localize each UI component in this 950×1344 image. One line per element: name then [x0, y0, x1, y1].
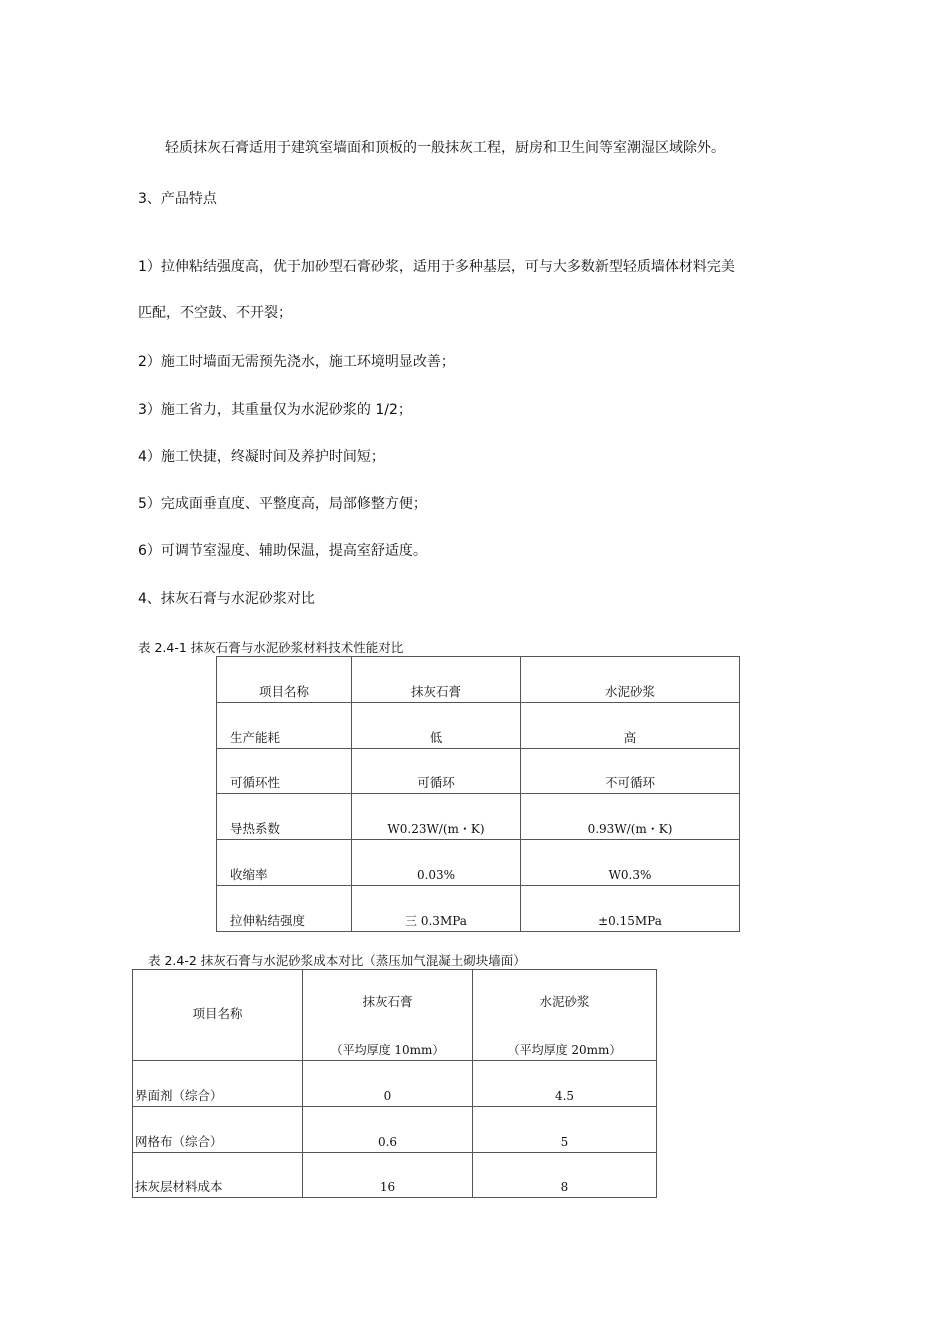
- table-cell-item: 收缩率: [217, 840, 352, 886]
- table-cell-plaster: [352, 886, 521, 932]
- table-2-header-mortar-thickness: （平均厚度 20mm）: [507, 1043, 622, 1057]
- table-2-header-mortar: [473, 970, 657, 1061]
- table-cell-plaster: [303, 1107, 473, 1153]
- table-cell-item: 抹灰层材料成本: [133, 1153, 303, 1198]
- table-value: 8: [560, 1180, 569, 1194]
- table-value: ±0.15MPa: [598, 914, 662, 928]
- intro-paragraph: 轻质抹灰石膏适用于建筑室墙面和顶板的一般抹灰工程，厨房和卫生间等室潮湿区域除外。: [165, 140, 725, 156]
- table-cell-mortar: [473, 1061, 657, 1107]
- feature-item-4: 4）施工快捷，终凝时间及养护时间短；: [138, 449, 385, 465]
- table-cell-item: 可循环性: [217, 749, 352, 794]
- table-cell-mortar: [521, 794, 740, 840]
- table-cell-plaster: 可循环: [352, 749, 521, 794]
- table-cell-mortar: [473, 1153, 657, 1198]
- table-cell-plaster: [303, 1061, 473, 1107]
- table-value: 4.5: [554, 1089, 575, 1103]
- table-cell-item: 界面剂（综合）: [133, 1061, 303, 1107]
- table-value: 三 0.3MPa: [405, 914, 467, 928]
- table-value: 5: [560, 1135, 569, 1149]
- table-1-caption: 表 2.4-1 抹灰石膏与水泥砂浆材料技术性能对比: [138, 640, 404, 655]
- table-row: [133, 1107, 657, 1153]
- table-row: [217, 886, 740, 932]
- table-cell-mortar: 高: [521, 703, 740, 749]
- table-cell-item: 生产能耗: [217, 703, 352, 749]
- table-cell-mortar: [521, 840, 740, 886]
- table-cell-mortar: 不可循环: [521, 749, 740, 794]
- table-value: 16: [379, 1180, 396, 1194]
- table-cell-mortar: [521, 886, 740, 932]
- section-3-heading: 3、产品特点: [138, 191, 217, 207]
- table-value: 0: [383, 1089, 392, 1103]
- table-cell-plaster: [352, 794, 521, 840]
- table-row: [217, 794, 740, 840]
- table-value: 0.6: [377, 1135, 398, 1149]
- table-row: [217, 840, 740, 886]
- feature-item-1-line-2: 匹配，不空鼓、不开裂；: [138, 305, 292, 321]
- feature-item-6: 6）可调节室湿度、辅助保温，提高室舒适度。: [138, 543, 427, 559]
- table-2-header-item: 项目名称: [133, 970, 303, 1061]
- table-1-header-item: 项目名称: [217, 657, 352, 703]
- table-cell-item: 网格布（综合）: [133, 1107, 303, 1153]
- table-cell-item: 导热系数: [217, 794, 352, 840]
- table-2-header-plaster-label: 抹灰石膏: [362, 994, 413, 1009]
- table-cell-mortar: [473, 1107, 657, 1153]
- table-value: W0.23W/(m・K): [387, 822, 485, 836]
- table-value: W0.3%: [608, 868, 652, 882]
- table-2-header-row: [133, 970, 657, 1061]
- table-2-cost-comparison: [132, 969, 657, 1198]
- table-row: [133, 1061, 657, 1107]
- table-row: [133, 1153, 657, 1198]
- feature-item-2: 2）施工时墙面无需预先浇水，施工环境明显改善；: [138, 354, 455, 370]
- table-cell-plaster: [303, 1153, 473, 1198]
- table-row: [217, 749, 740, 794]
- table-2-caption: 表 2.4-2 抹灰石膏与水泥砂浆成本对比（蒸压加气混凝土砌块墙面）: [148, 953, 526, 968]
- table-cell-plaster: 低: [352, 703, 521, 749]
- table-row: [217, 703, 740, 749]
- table-2-header-plaster: [303, 970, 473, 1061]
- section-4-heading: 4、抹灰石膏与水泥砂浆对比: [138, 591, 315, 607]
- table-value: 0.03%: [416, 868, 456, 882]
- feature-item-3: 3）施工省力，其重量仅为水泥砂浆的 1/2；: [138, 402, 412, 418]
- table-1-header-row: [217, 657, 740, 703]
- table-2-header-plaster-thickness: （平均厚度 10mm）: [330, 1043, 445, 1057]
- table-1-header-mortar: 水泥砂浆: [521, 657, 740, 703]
- feature-item-1-line-1: 1）拉伸粘结强度高，优于加砂型石膏砂浆，适用于多种基层，可与大多数新型轻质墙体材料完美: [138, 259, 735, 275]
- table-2-header-mortar-label: 水泥砂浆: [539, 994, 590, 1009]
- table-value: 0.93W/(m・K): [587, 822, 673, 836]
- table-1-performance-comparison: [216, 656, 740, 932]
- table-1-header-plaster: 抹灰石膏: [352, 657, 521, 703]
- table-cell-plaster: [352, 840, 521, 886]
- table-cell-item: 拉伸粘结强度: [217, 886, 352, 932]
- feature-item-5: 5）完成面垂直度、平整度高，局部修整方便；: [138, 496, 427, 512]
